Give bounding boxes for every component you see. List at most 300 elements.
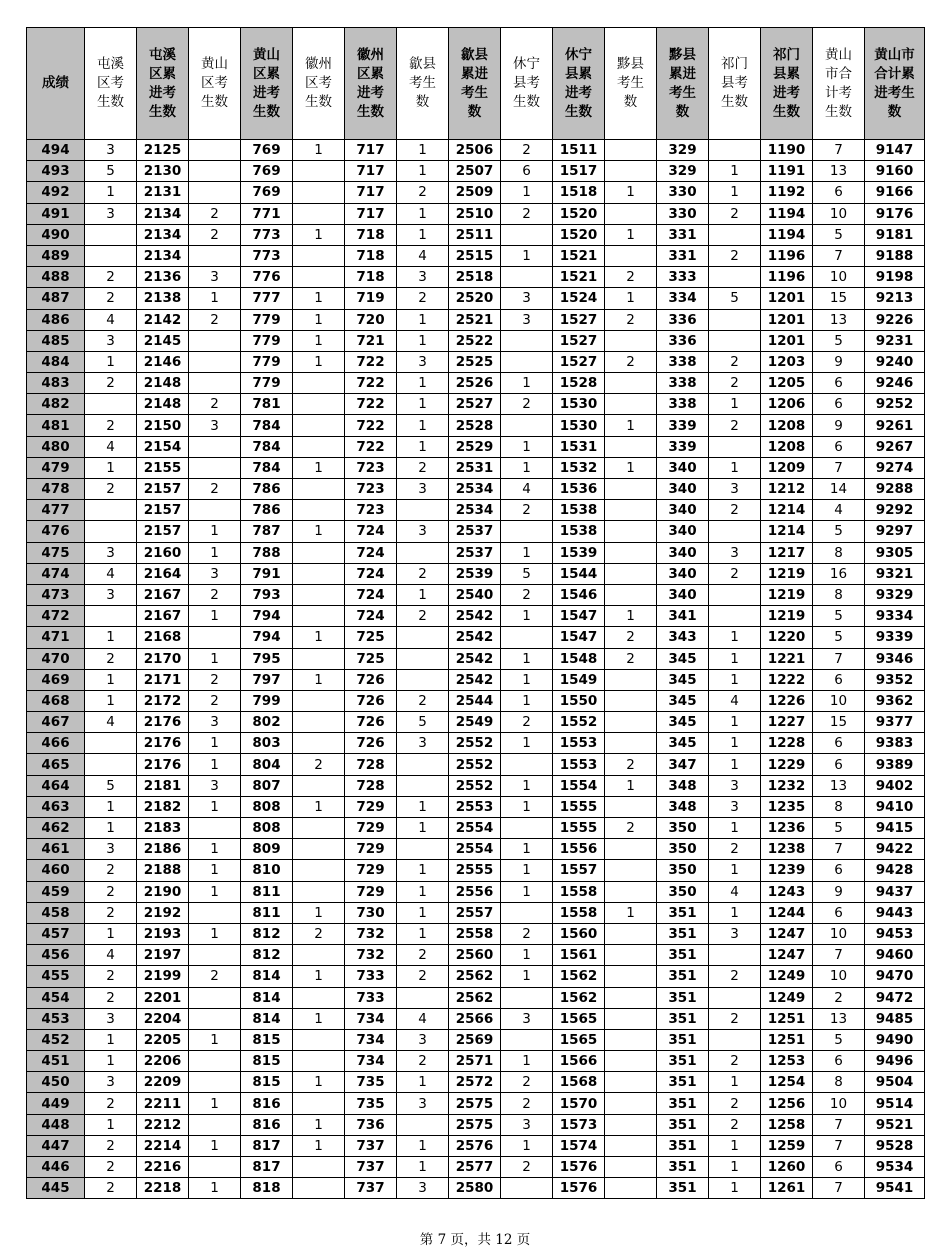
score-cell: 458 (27, 902, 85, 923)
cumulative-count-cell: 1520 (553, 224, 605, 245)
score-cell: 484 (27, 351, 85, 372)
count-cell (605, 330, 657, 351)
cumulative-count-cell: 9534 (865, 1157, 925, 1178)
cumulative-count-cell: 733 (345, 966, 397, 987)
score-cell: 450 (27, 1072, 85, 1093)
count-cell: 1 (189, 881, 241, 902)
count-cell (709, 945, 761, 966)
table-row (27, 775, 925, 796)
count-cell: 15 (813, 288, 865, 309)
count-cell: 1 (605, 775, 657, 796)
count-cell: 1 (709, 627, 761, 648)
cumulative-count-cell: 809 (241, 839, 293, 860)
cumulative-count-cell: 9443 (865, 902, 925, 923)
cumulative-count-cell: 799 (241, 690, 293, 711)
count-cell: 6 (501, 161, 553, 182)
cumulative-count-cell: 2201 (137, 987, 189, 1008)
count-cell (605, 584, 657, 605)
cumulative-count-cell: 779 (241, 330, 293, 351)
count-cell: 8 (813, 542, 865, 563)
table-row (27, 542, 925, 563)
count-cell: 1 (85, 796, 137, 817)
count-cell: 10 (813, 267, 865, 288)
count-cell: 1 (709, 457, 761, 478)
count-cell (293, 373, 345, 394)
column-header-1 (85, 28, 137, 140)
cumulative-count-cell: 2558 (449, 923, 501, 944)
count-cell: 2 (85, 1135, 137, 1156)
cumulative-count-cell: 2509 (449, 182, 501, 203)
cumulative-count-cell: 735 (345, 1072, 397, 1093)
cumulative-count-cell: 9176 (865, 203, 925, 224)
cumulative-count-cell: 737 (345, 1157, 397, 1178)
cumulative-count-cell: 351 (657, 1135, 709, 1156)
cumulative-count-cell: 807 (241, 775, 293, 796)
count-cell (605, 245, 657, 266)
cumulative-count-cell: 2511 (449, 224, 501, 245)
cumulative-count-cell: 334 (657, 288, 709, 309)
count-cell: 3 (709, 479, 761, 500)
cumulative-count-cell: 350 (657, 881, 709, 902)
cumulative-count-cell: 351 (657, 902, 709, 923)
count-cell: 1 (501, 690, 553, 711)
cumulative-count-cell: 1511 (553, 140, 605, 161)
cumulative-count-cell: 1236 (761, 818, 813, 839)
count-cell: 1 (709, 1178, 761, 1199)
column-header-14 (761, 28, 813, 140)
count-cell: 2 (85, 373, 137, 394)
count-cell (501, 351, 553, 372)
score-cell: 481 (27, 415, 85, 436)
count-cell (397, 500, 449, 521)
cumulative-count-cell: 1232 (761, 775, 813, 796)
count-cell (189, 140, 241, 161)
cumulative-count-cell: 2167 (137, 584, 189, 605)
count-cell (293, 690, 345, 711)
cumulative-count-cell: 1538 (553, 521, 605, 542)
count-cell (85, 245, 137, 266)
column-header-line: 生数 (565, 103, 592, 120)
column-header-line: 生数 (773, 103, 800, 120)
count-cell (605, 1029, 657, 1050)
count-cell: 3 (85, 1072, 137, 1093)
count-cell (605, 796, 657, 817)
count-cell (397, 648, 449, 669)
score-cell: 460 (27, 860, 85, 881)
count-cell (293, 203, 345, 224)
cumulative-count-cell: 9181 (865, 224, 925, 245)
count-cell: 1 (85, 182, 137, 203)
table-row (27, 648, 925, 669)
cumulative-count-cell: 9226 (865, 309, 925, 330)
column-header-line: 黟县 (669, 46, 696, 63)
cumulative-count-cell: 2544 (449, 690, 501, 711)
column-header-line: 累进 (461, 65, 488, 82)
column-header-2 (137, 28, 189, 140)
count-cell (293, 818, 345, 839)
cumulative-count-cell: 1573 (553, 1114, 605, 1135)
cumulative-count-cell: 2518 (449, 267, 501, 288)
score-cell: 459 (27, 881, 85, 902)
column-header-line: 市合 (825, 65, 852, 82)
score-cell: 453 (27, 1008, 85, 1029)
cumulative-count-cell: 784 (241, 436, 293, 457)
column-header-line: 生数 (253, 103, 280, 120)
cumulative-count-cell: 2526 (449, 373, 501, 394)
count-cell: 1 (293, 140, 345, 161)
count-cell: 1 (605, 415, 657, 436)
count-cell: 6 (813, 394, 865, 415)
cumulative-count-cell: 2193 (137, 923, 189, 944)
count-cell: 1 (397, 161, 449, 182)
column-header-12 (657, 28, 709, 140)
count-cell (605, 923, 657, 944)
count-cell (293, 182, 345, 203)
count-cell: 2 (189, 584, 241, 605)
count-cell: 2 (709, 966, 761, 987)
column-header-7 (397, 28, 449, 140)
count-cell: 4 (709, 881, 761, 902)
count-cell: 3 (397, 1178, 449, 1199)
cumulative-count-cell: 2557 (449, 902, 501, 923)
count-cell: 3 (709, 923, 761, 944)
table-row (27, 267, 925, 288)
count-cell: 1 (397, 1072, 449, 1093)
cumulative-count-cell: 2575 (449, 1114, 501, 1135)
count-cell (85, 500, 137, 521)
cumulative-count-cell: 345 (657, 690, 709, 711)
column-header-line: 祁门 (721, 56, 748, 72)
count-cell: 1 (709, 902, 761, 923)
cumulative-count-cell: 718 (345, 245, 397, 266)
cumulative-count-cell: 2212 (137, 1114, 189, 1135)
count-cell: 3 (397, 733, 449, 754)
column-header-line: 进考 (357, 84, 384, 101)
cumulative-count-cell: 2580 (449, 1178, 501, 1199)
score-cell: 479 (27, 457, 85, 478)
count-cell: 1 (397, 309, 449, 330)
cumulative-count-cell: 1253 (761, 1051, 813, 1072)
count-cell: 2 (501, 712, 553, 733)
count-cell (501, 987, 553, 1008)
count-cell: 6 (813, 669, 865, 690)
count-cell: 2 (189, 966, 241, 987)
count-cell: 1 (709, 669, 761, 690)
cumulative-count-cell: 1256 (761, 1093, 813, 1114)
cumulative-count-cell: 736 (345, 1114, 397, 1135)
cumulative-count-cell: 2183 (137, 818, 189, 839)
count-cell: 15 (813, 712, 865, 733)
column-header-line: 考生 (669, 84, 696, 101)
cumulative-count-cell: 2542 (449, 627, 501, 648)
cumulative-count-cell: 2569 (449, 1029, 501, 1050)
cumulative-count-cell: 2125 (137, 140, 189, 161)
count-cell: 2 (85, 479, 137, 500)
cumulative-count-cell: 351 (657, 1114, 709, 1135)
column-header-line: 屯溪 (97, 56, 124, 72)
cumulative-count-cell: 779 (241, 373, 293, 394)
cumulative-count-cell: 1259 (761, 1135, 813, 1156)
score-cell: 493 (27, 161, 85, 182)
cumulative-count-cell: 2205 (137, 1029, 189, 1050)
count-cell: 1 (709, 712, 761, 733)
count-cell: 3 (397, 521, 449, 542)
count-cell: 1 (85, 627, 137, 648)
count-cell (293, 436, 345, 457)
count-cell: 4 (85, 436, 137, 457)
count-cell: 2 (709, 1051, 761, 1072)
cumulative-count-cell: 2537 (449, 521, 501, 542)
count-cell: 1 (293, 1135, 345, 1156)
cumulative-count-cell: 1576 (553, 1178, 605, 1199)
count-cell: 2 (709, 245, 761, 266)
count-cell (293, 563, 345, 584)
count-cell: 2 (605, 309, 657, 330)
count-cell: 1 (189, 521, 241, 542)
cumulative-count-cell: 722 (345, 394, 397, 415)
cumulative-count-cell: 784 (241, 415, 293, 436)
count-cell: 9 (813, 351, 865, 372)
cumulative-count-cell: 724 (345, 584, 397, 605)
cumulative-count-cell: 1208 (761, 436, 813, 457)
cumulative-count-cell: 9292 (865, 500, 925, 521)
cumulative-count-cell: 1554 (553, 775, 605, 796)
cumulative-count-cell: 2560 (449, 945, 501, 966)
cumulative-count-cell: 1201 (761, 288, 813, 309)
cumulative-count-cell: 732 (345, 923, 397, 944)
count-cell: 1 (189, 839, 241, 860)
column-header-line: 生数 (97, 94, 124, 110)
table-row (27, 161, 925, 182)
count-cell (293, 1093, 345, 1114)
count-cell: 1 (397, 796, 449, 817)
cumulative-count-cell: 2157 (137, 521, 189, 542)
cumulative-count-cell: 797 (241, 669, 293, 690)
cumulative-count-cell: 1553 (553, 733, 605, 754)
cumulative-count-cell: 340 (657, 479, 709, 500)
count-cell: 3 (85, 203, 137, 224)
count-cell: 1 (85, 690, 137, 711)
table-body (27, 140, 925, 1199)
column-header-line: 生数 (149, 103, 176, 120)
score-cell: 464 (27, 775, 85, 796)
count-cell: 1 (605, 224, 657, 245)
count-cell: 2 (709, 203, 761, 224)
cumulative-count-cell: 9274 (865, 457, 925, 478)
count-cell: 1 (501, 245, 553, 266)
cumulative-count-cell: 9490 (865, 1029, 925, 1050)
cumulative-count-cell: 345 (657, 669, 709, 690)
count-cell: 1 (397, 818, 449, 839)
count-cell (709, 584, 761, 605)
cumulative-count-cell: 2206 (137, 1051, 189, 1072)
cumulative-count-cell: 2211 (137, 1093, 189, 1114)
table-row (27, 902, 925, 923)
cumulative-count-cell: 338 (657, 394, 709, 415)
score-cell: 457 (27, 923, 85, 944)
count-cell: 1 (85, 923, 137, 944)
cumulative-count-cell: 1190 (761, 140, 813, 161)
count-cell: 7 (813, 648, 865, 669)
cumulative-count-cell: 1536 (553, 479, 605, 500)
count-cell: 4 (85, 563, 137, 584)
cumulative-count-cell: 9521 (865, 1114, 925, 1135)
count-cell (605, 1157, 657, 1178)
count-cell (501, 754, 553, 775)
count-cell (501, 224, 553, 245)
cumulative-count-cell: 9297 (865, 521, 925, 542)
count-cell: 1 (605, 288, 657, 309)
count-cell: 10 (813, 690, 865, 711)
cumulative-count-cell: 2521 (449, 309, 501, 330)
cumulative-count-cell: 818 (241, 1178, 293, 1199)
count-cell: 1 (397, 373, 449, 394)
count-cell: 1 (501, 945, 553, 966)
count-cell: 1 (189, 860, 241, 881)
cumulative-count-cell: 9389 (865, 754, 925, 775)
cumulative-count-cell: 2515 (449, 245, 501, 266)
cumulative-count-cell: 1527 (553, 330, 605, 351)
count-cell: 2 (709, 1093, 761, 1114)
cumulative-count-cell: 794 (241, 606, 293, 627)
column-header-line: 数 (467, 103, 482, 120)
count-cell: 6 (813, 860, 865, 881)
cumulative-count-cell: 2190 (137, 881, 189, 902)
cumulative-count-cell: 2134 (137, 203, 189, 224)
table-row (27, 754, 925, 775)
cumulative-count-cell: 726 (345, 733, 397, 754)
cumulative-count-cell: 1219 (761, 563, 813, 584)
cumulative-count-cell: 808 (241, 818, 293, 839)
score-cell: 475 (27, 542, 85, 563)
cumulative-count-cell: 2572 (449, 1072, 501, 1093)
cumulative-count-cell: 340 (657, 500, 709, 521)
column-header-15 (813, 28, 865, 140)
column-header-line: 数 (887, 103, 902, 120)
cumulative-count-cell: 9305 (865, 542, 925, 563)
cumulative-count-cell: 2148 (137, 394, 189, 415)
cumulative-count-cell: 720 (345, 309, 397, 330)
count-cell (293, 606, 345, 627)
score-cell: 470 (27, 648, 85, 669)
table-row (27, 394, 925, 415)
cumulative-count-cell: 350 (657, 818, 709, 839)
cumulative-count-cell: 717 (345, 182, 397, 203)
count-cell: 1 (397, 140, 449, 161)
count-cell: 1 (293, 351, 345, 372)
count-cell: 1 (293, 902, 345, 923)
count-cell: 8 (813, 796, 865, 817)
column-header-line: 考生 (461, 84, 488, 101)
count-cell: 2 (709, 373, 761, 394)
cumulative-count-cell: 9383 (865, 733, 925, 754)
count-cell (605, 1178, 657, 1199)
table-header-row (27, 28, 925, 140)
score-cell: 451 (27, 1051, 85, 1072)
cumulative-count-cell: 2562 (449, 987, 501, 1008)
cumulative-count-cell: 2577 (449, 1157, 501, 1178)
cumulative-count-cell: 340 (657, 521, 709, 542)
cumulative-count-cell: 2176 (137, 712, 189, 733)
count-cell: 3 (397, 1093, 449, 1114)
cumulative-count-cell: 1531 (553, 436, 605, 457)
count-cell (501, 415, 553, 436)
cumulative-count-cell: 9528 (865, 1135, 925, 1156)
cumulative-count-cell: 787 (241, 521, 293, 542)
cumulative-count-cell: 1555 (553, 818, 605, 839)
count-cell: 6 (813, 1051, 865, 1072)
cumulative-count-cell: 351 (657, 1093, 709, 1114)
table-row (27, 669, 925, 690)
cumulative-count-cell: 732 (345, 945, 397, 966)
count-cell: 9 (813, 415, 865, 436)
count-cell (85, 606, 137, 627)
table-row (27, 500, 925, 521)
count-cell: 2 (85, 881, 137, 902)
cumulative-count-cell: 9352 (865, 669, 925, 690)
count-cell (501, 627, 553, 648)
cumulative-count-cell: 1226 (761, 690, 813, 711)
score-cell: 445 (27, 1178, 85, 1199)
count-cell: 1 (501, 1135, 553, 1156)
count-cell (397, 839, 449, 860)
cumulative-count-cell: 2138 (137, 288, 189, 309)
table-row (27, 923, 925, 944)
cumulative-count-cell: 1524 (553, 288, 605, 309)
cumulative-count-cell: 2157 (137, 479, 189, 500)
count-cell: 1 (85, 1114, 137, 1135)
cumulative-count-cell: 2552 (449, 754, 501, 775)
cumulative-count-cell: 723 (345, 500, 397, 521)
cumulative-count-cell: 2527 (449, 394, 501, 415)
count-cell: 4 (85, 712, 137, 733)
count-cell: 2 (397, 182, 449, 203)
column-header-line: 累进 (669, 65, 696, 82)
score-cell: 465 (27, 754, 85, 775)
cumulative-count-cell: 776 (241, 267, 293, 288)
cumulative-count-cell: 726 (345, 690, 397, 711)
table-row (27, 182, 925, 203)
score-cell: 461 (27, 839, 85, 860)
count-cell (605, 140, 657, 161)
cumulative-count-cell: 2520 (449, 288, 501, 309)
count-cell (85, 224, 137, 245)
cumulative-count-cell: 1191 (761, 161, 813, 182)
cumulative-count-cell: 2542 (449, 606, 501, 627)
cumulative-count-cell: 724 (345, 542, 397, 563)
cumulative-count-cell: 2160 (137, 542, 189, 563)
cumulative-count-cell: 1532 (553, 457, 605, 478)
cumulative-count-cell: 815 (241, 1029, 293, 1050)
count-cell: 5 (813, 330, 865, 351)
count-cell: 1 (85, 351, 137, 372)
score-cell: 486 (27, 309, 85, 330)
column-header-line: 黄山 (825, 46, 852, 63)
cumulative-count-cell: 2167 (137, 606, 189, 627)
cumulative-count-cell: 9329 (865, 584, 925, 605)
cumulative-count-cell: 2552 (449, 775, 501, 796)
cumulative-count-cell: 1527 (553, 309, 605, 330)
cumulative-count-cell: 779 (241, 309, 293, 330)
cumulative-count-cell: 1539 (553, 542, 605, 563)
score-cell: 483 (27, 373, 85, 394)
count-cell: 1 (85, 1051, 137, 1072)
count-cell (501, 902, 553, 923)
count-cell (709, 140, 761, 161)
column-header-line: 区累 (253, 65, 280, 82)
count-cell (605, 839, 657, 860)
score-cell: 463 (27, 796, 85, 817)
